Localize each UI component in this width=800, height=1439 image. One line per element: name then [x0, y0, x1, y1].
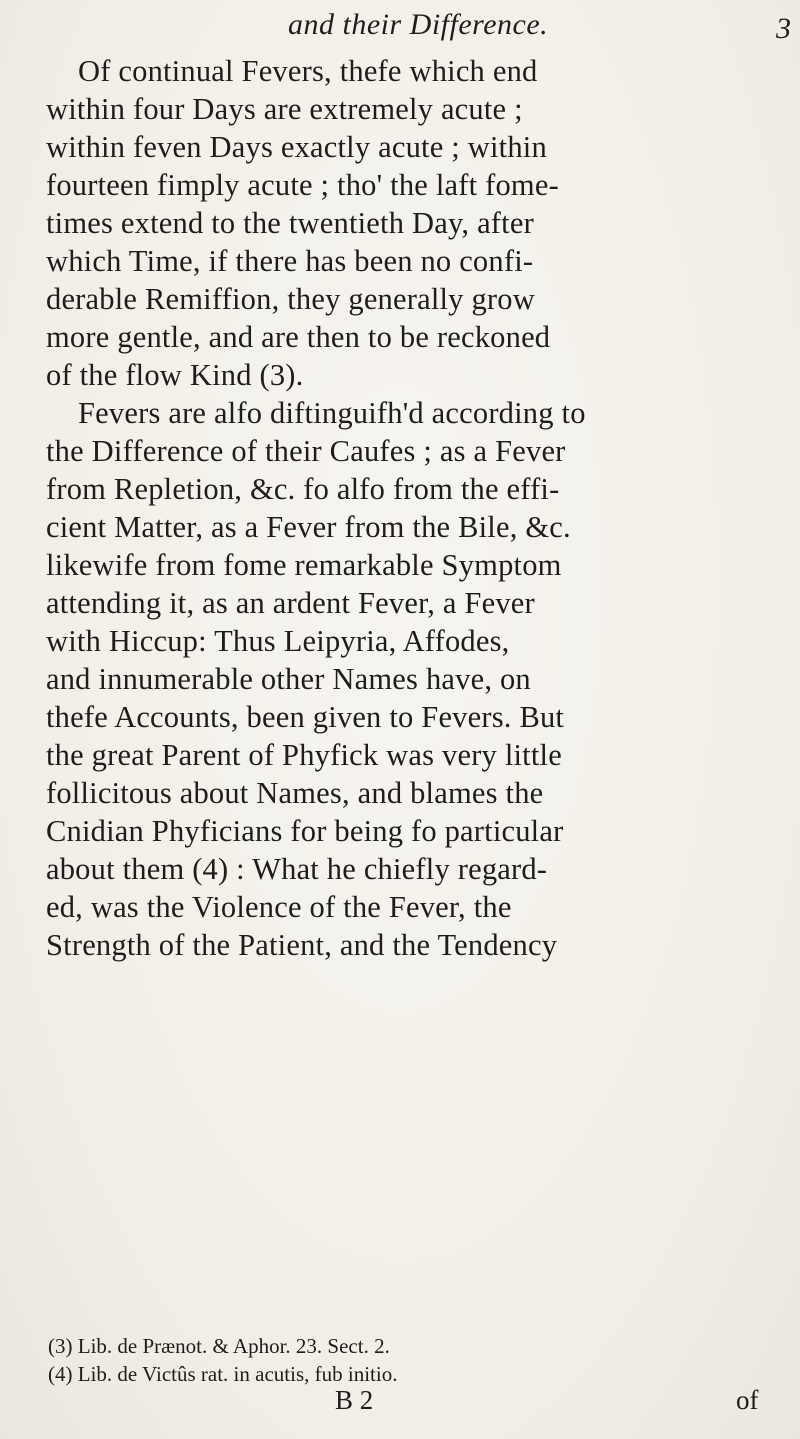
page-number: 3	[776, 12, 791, 45]
footnote: (3) Lib. de Prænot. & Aphor. 23. Sect. 2.	[48, 1334, 390, 1358]
text-line: about them (4) : What he chiefly regard-	[46, 852, 548, 886]
text-line: derable Remiffion, they generally grow	[46, 282, 535, 316]
text-line: which Time, if there has been no confi-	[46, 244, 534, 278]
text-line: Strength of the Patient, and the Tendency	[46, 928, 558, 962]
running-head: and their Difference.	[288, 8, 549, 41]
text-line: more gentle, and are then to be reckoned	[46, 320, 551, 354]
text-line: within four Days are extremely acute ;	[46, 92, 523, 126]
text-line: and innumerable other Names have, on	[46, 662, 531, 696]
body-text	[46, 52, 781, 964]
text-line: attending it, as an ardent Fever, a Fever	[46, 586, 535, 620]
text-line: cient Matter, as a Fever from the Bile, &c.	[46, 510, 571, 544]
text-line: follicitous about Names, and blames the	[46, 776, 544, 810]
text-line: Fevers are alfo diftinguifh'd according to	[78, 396, 586, 430]
text-line: ed, was the Violence of the Fever, the	[46, 890, 512, 924]
text-line: Cnidian Phyficians for being fo particular	[46, 814, 564, 848]
text-line: likewife from fome remarkable Symptom	[46, 548, 562, 582]
text-line: thefe Accounts, been given to Fevers. But	[46, 700, 565, 734]
footnote: (4) Lib. de Victûs rat. in acutis, fub initio.	[48, 1362, 398, 1386]
text-line: the great Parent of Phyfick was very little	[46, 738, 562, 772]
text-line: fourteen fimply acute ; tho' the laft fome-	[46, 168, 559, 202]
page-header	[0, 8, 800, 48]
signature-mark: B 2	[335, 1385, 374, 1415]
text-line: times extend to the twentieth Day, after	[46, 206, 534, 240]
text-line: Of continual Fevers, thefe which end	[78, 54, 538, 88]
text-line: from Repletion, &c. fo alfo from the effi-	[46, 472, 560, 506]
text-line: the Difference of their Caufes ; as a Fever	[46, 434, 566, 468]
catchword: of	[736, 1385, 759, 1415]
footnotes	[48, 1332, 778, 1388]
text-line: of the flow Kind (3).	[46, 358, 304, 392]
text-line: with Hiccup: Thus Leipyria, Affodes,	[46, 624, 510, 658]
text-line: within feven Days exactly acute ; within	[46, 130, 547, 164]
